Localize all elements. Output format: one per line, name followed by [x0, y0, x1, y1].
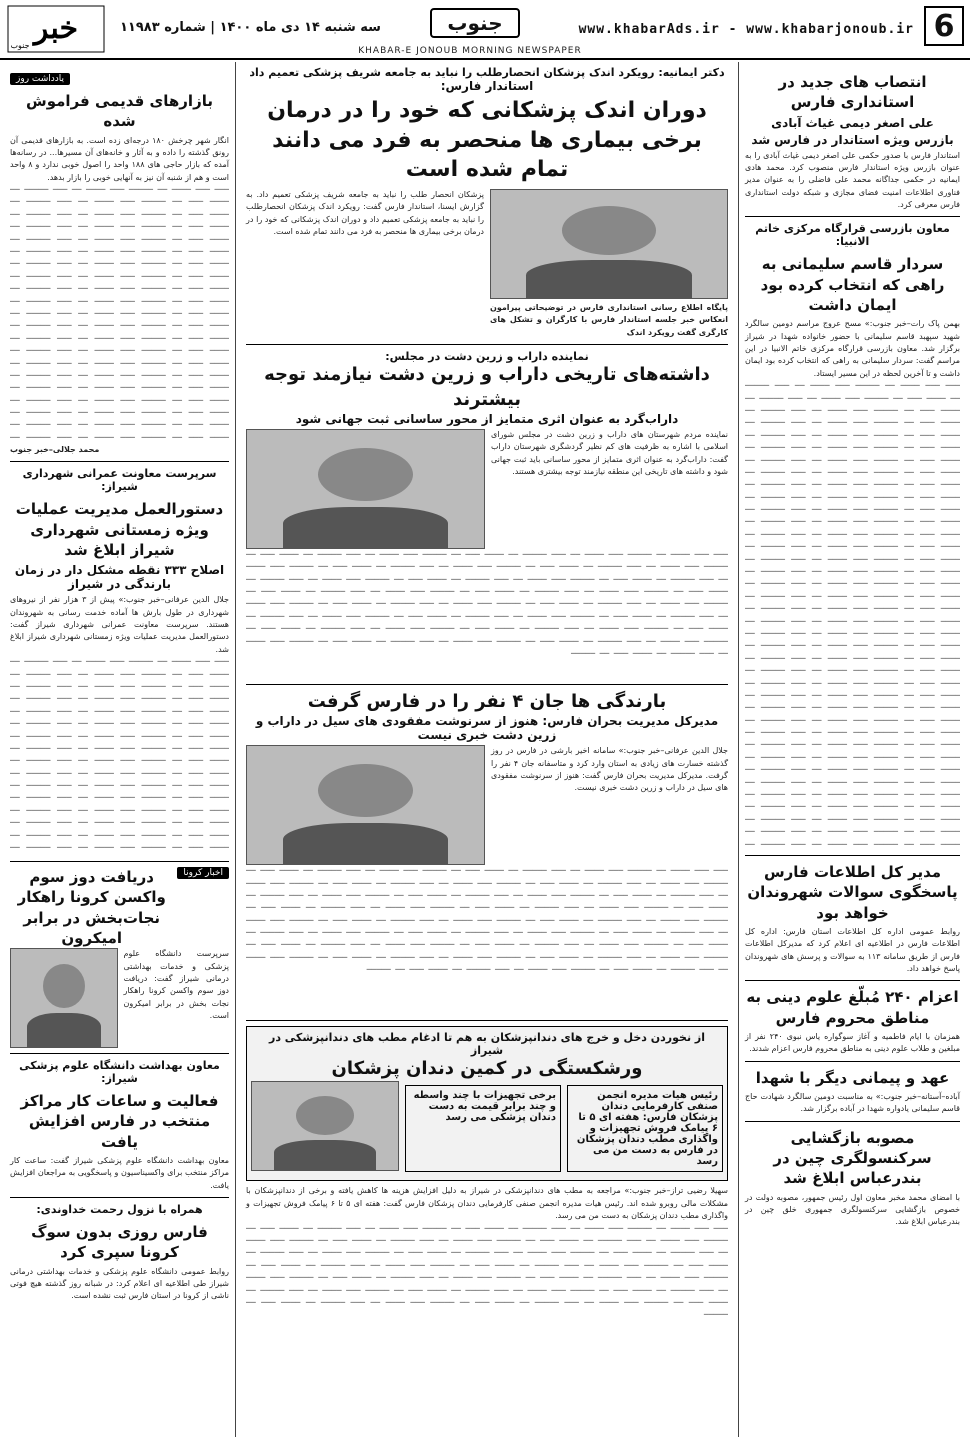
article-headline[interactable]: دریافت دوز سوم واکسن کرونا راهکار نجات‌بخش در برابر امیکرون: [17, 868, 166, 947]
article-headline[interactable]: داشته‌های تاریخی داراب و زرین دشت نیازمند توجه بیشترند: [264, 364, 710, 410]
website-links[interactable]: www.khabarAds.ir - www.khabarjonoub.ir: [578, 22, 914, 37]
photo-caption: پایگاه اطلاع رسانی استانداری فارس در توضیحاتی پیرامون انعکاس خبر جلسه استاندار فارس با کارگران و تشکل های کارگری گفت رویکرد اندک: [490, 303, 728, 337]
lead-headline[interactable]: دوران اندک پزشکانی که خود را در درمان برخی بیماری ها منحصر به فرد می دانند تمام شده است: [267, 98, 707, 183]
article-headline[interactable]: ورشکستگی در کمین دندان پزشکان: [331, 1058, 643, 1080]
article-body: آباده–آستانه–خبر جنوب:» به مناسبت دومین سالگرد شهادت حاج قاسم سلیمانی یادواره شهدا در آباده برگزار شد.: [745, 1092, 960, 1114]
article-photo: [246, 745, 485, 865]
divider: [246, 344, 728, 345]
article-headline[interactable]: مدیر کل اطلاعات فارس پاسخگوی سوالات شهروندان خواهد بود: [747, 863, 958, 922]
article-body: با امضای محمد مخبر معاون اول رئیس جمهور، مصوبه دولت در خصوص بازگشایی سرکنسولگری جمهوری خلق چین در بندرعباس ابلاغ شد.: [745, 1192, 960, 1227]
article-subhead: بازرس ویژه استاندار در فارس شد: [751, 132, 954, 147]
article-body-continued: ─── ─── ──── ── ───── ─── ──── ── ─── ───── ── ──── ─── ── ───── ─── ──── ── ─── ───── ── ──── ─── ── ───── ─── ──── ── ─── ───── ── ──── ─── ── ───── ─── ──── ── ─── ───── ── ──── ─── ── ───── ─── ──── ── ─── ───── ── ──── ─── ── ───── ─── ──── ── ─── ───── ── ──── ─── ── ───── ─── ──── ── ─── ───── ── ──── ─── ── ───── ─── ──── ── ─── ───── ── ──── ─── ── ───── ─── ──── ── ─── ───── ── ──── ─── ── ───── ─── ──── ── ─── ───── ── ──── ─── ── ───── ─── ──── ── ─── ───── ── ──── ─── ── ───── ─── ──── ── ─── ───── ── ──── ─── ── ───── ─── ──── ── ─── ───── ── ──── ─── ── ───── ─── ──── ── ─── ───── ── ──── ─── ── ───── ─── ──── ── ─── ───── ── ──── ─── ── ───── ─── ──── ── ─── ───── ── ──── ─── ── ───── ─── ──── ── ─── ───── ── ──── ─── ── ───── ─── ──── ── ─── ───── ── ──── ─── ── ───── ─── ──── ── ─── ───── ── ──── ─── ── ───── ─── ──── ── ─── ───── ── ──── ─── ── ───── ─── ──── ── ─── ───── ── ──── ─── ── ───── ─── ──── ── ─── ───── ── ──── ─── ── ───── ─── ──── ── ─── ───── ── ──── ─── ── ───── ─── ──── ── ─── ───── ── ──── ─── ── ───── ─── ──── ── ─── ───── ── ──── ─── ── ───── ─── ──── ── ─── ───── ── ──── ─── ── ───── ─── ──── ── ─── ───── ── ──── ─── ── ───── ─── ──── ── ─── ───── ── ──── ─── ── ───── ─── ──── ── ─── ───── ── ──── ─── ── ───── ─── ──── ── ─── ───── ── ──── ─── ── ───── ─── ──── ── ─── ───── ── ──── ─── ── ───── ─── ──── ── ─── ───── ── ──── ─── ── ───── ─── ──── ── ─── ───── ── ──── ─── ── ───── ─── ──── ── ─── ───── ── ──── ─── ── ───── ─── ──── ── ─── ───── ── ──── ─── ── ───── ─── ──── ── ─── ───── ── ──── ─── ── ───── ─── ──── ── ─── ───── ── ──── ─── ── ───── ─── ──── ── ─── ───── ──: [745, 381, 960, 849]
article-body: استاندار فارس با صدور حکمی علی اصغر دیمی غیاث آبادی را به عنوان بازرس ویژه استاندار فارس منصوب کرد. محمد هادی ایمانیه در حکمی جداگانه محمد علی فاضلی را به عنوان مدیر فناوری اطلاعات امنیت فضای مجازی و شبکه دولت استانداری فارس معرفی کرد.: [745, 150, 960, 210]
left-column: [4, 62, 236, 1437]
article-body: انگار شهر چرخش ۱۸۰ درجه‌ای زده است. به بازارهای قدیمی آن رونق گذشته را داده و به آثار و خانه‌های آن مسیرها... در رسانه‌ها آمده که بازار حاجی های ۱۸۸ واحد را اصول خوبی ندارد و ۸ واحد است و هم از شنبه آن نیز به آنهایی خوبی را بازار بدهد.: [10, 135, 230, 182]
logo-text: خبر: [33, 11, 79, 46]
article-kicker: از نخوردن دخل و خرج های دندانپزشکان به هم تا ادغام مطب های دندانپزشکی در شیراز: [268, 1031, 706, 1058]
divider: [10, 461, 229, 462]
divider: [745, 1121, 960, 1122]
article-headline[interactable]: اعزام ۲۴۰ مُبلّغ علوم دینی به مناطق محروم فارس: [746, 988, 959, 1027]
article-photo: [246, 429, 485, 549]
masthead: [0, 0, 970, 60]
article-headline[interactable]: سردار قاسم سلیمانی به راهی که انتخاب کرده بود ایمان داشت: [760, 255, 945, 314]
article-body: پزشکان انحصار طلب را نباید به جامعه شریف پزشکی تعمیم داد. به گزارش ایسنا، استاندار فارس گفت: رویکرد اندک پزشکان انحصارطلب را نباید به جامعه پزشکی تعمیم داد و دوران اندک پزشکانی که خود را در درمان برخی بیماری ها منحصر به فرد می دانند تمام شده است.: [246, 190, 484, 237]
feature-box: [246, 1026, 728, 1181]
article-body: سرپرست دانشگاه علوم پزشکی و خدمات بهداشتی درمانی شیراز گفت: دریافت دوز سوم واکسن کرونا راهکار نجات بخش در برابر امیکرون است.: [123, 949, 229, 1021]
lead-photo: [490, 189, 728, 299]
article-kicker: سرپرست معاونت عمرانی شهرداری شیراز:: [22, 467, 217, 494]
article-body-continued: ─── ─── ──── ── ───── ─── ──── ── ─── ───── ── ──── ─── ── ───── ─── ──── ── ─── ───── ── ──── ─── ── ───── ─── ──── ── ─── ───── ── ──── ─── ── ───── ─── ──── ── ─── ───── ── ──── ─── ── ───── ─── ──── ── ─── ───── ── ──── ─── ── ───── ─── ──── ── ─── ───── ── ──── ─── ── ───── ─── ──── ── ─── ───── ── ──── ─── ── ───── ─── ──── ── ─── ───── ── ──── ─── ── ───── ─── ──── ── ─── ───── ── ──── ─── ── ───── ─── ──── ── ─── ───── ── ──── ─── ── ───── ─── ──── ── ─── ───── ── ──── ─── ── ───── ─── ──── ── ─── ───── ── ──── ─── ── ───── ─── ──── ── ─── ───── ── ──── ─── ── ───── ─── ──── ── ─── ───── ── ──── ─── ── ───── ─── ──── ── ─── ───── ── ──── ─── ── ───── ─── ──── ── ─── ───── ──: [10, 657, 229, 853]
divider: [745, 216, 960, 217]
article-body-continued: ─── ─── ──── ── ───── ─── ──── ── ─── ───── ── ──── ─── ── ───── ─── ──── ── ─── ───── ── ──── ─── ── ───── ─── ──── ── ─── ───── ── ──── ─── ── ───── ─── ──── ── ─── ───── ── ──── ─── ── ───── ─── ──── ── ─── ───── ── ──── ─── ── ───── ─── ──── ── ─── ───── ── ──── ─── ── ───── ─── ──── ── ─── ───── ── ──── ─── ── ───── ─── ──── ── ─── ───── ── ──── ─── ── ───── ─── ──── ── ─── ───── ── ──── ─── ── ───── ─── ──── ── ─── ───── ── ──── ─── ── ───── ─── ──── ── ─── ───── ── ──── ─── ── ───── ─── ──── ── ─── ───── ── ──── ─── ── ───── ─── ──── ── ─── ───── ── ──── ─── ── ───── ─── ──── ── ─── ───── ── ──── ─── ── ───── ─── ──── ── ─── ───── ── ──── ─── ── ───── ─── ──── ── ─── ───── ── ──── ─── ── ───── ─── ──── ── ─── ───── ── ──── ─── ── ───── ─── ──── ── ─── ───── ── ──── ─── ── ───── ─── ──── ── ─── ───── ── ──── ─── ── ───── ─── ──── ── ─── ───── ── ──── ─── ── ─────: [246, 866, 728, 975]
divider: [246, 684, 728, 685]
article-body: معاون بهداشت دانشگاه علوم پزشکی شیراز گفت: ساعت کار مراکز منتخب برای واکسیناسیون و پاسخگویی به مراجعان افزایش یافت.: [10, 1155, 229, 1190]
article-headline[interactable]: بازارهای قدیمی فراموش شده: [26, 92, 213, 131]
article-subhead: علی اصغر دیمی غیاث آبادی: [771, 115, 934, 130]
article-photo: [10, 948, 118, 1048]
right-column: [738, 62, 966, 1437]
article-kicker: نماینده داراب و زرین دشت در مجلس:: [385, 350, 589, 364]
article-headline[interactable]: عهد و پیمانی دیگر با شهدا: [755, 1068, 950, 1087]
article-body: جلال الدین عرفانی–خبر جنوب:» پیش از ۳ هزار نفر از نیروهای شهرداری در طول بارش ها آماده خدمت رسانی به شهروندان هستند. سرپرست معاونت عمرانی شهرداری شیراز گفت: دستورالعمل مدیریت عملیات ویژه زمستانی شهرداری شیراز ابلاغ شد.: [10, 595, 230, 654]
article-headline[interactable]: مصوبه بازگشایی سرکنسولگری چین در بندرعباس ابلاغ شد: [773, 1128, 932, 1188]
article-kicker: معاون بازرسی قرارگاه مرکزی خاتم الانبیا:: [755, 222, 950, 249]
article-kicker: دکتر ایمانیه: رویکرد اندک پزشکان انحصارطلب را نباید به جامعه شریف پزشکی تعمیم داد: [249, 66, 725, 79]
article-body-continued: ─── ─── ──── ── ───── ─── ──── ── ─── ───── ── ──── ─── ── ───── ─── ──── ── ─── ───── ── ──── ─── ── ───── ─── ──── ── ─── ───── ── ──── ─── ── ───── ─── ──── ── ─── ───── ── ──── ─── ── ───── ─── ──── ── ─── ───── ── ──── ─── ── ───── ─── ──── ── ─── ───── ── ──── ─── ── ───── ─── ──── ── ─── ───── ── ──── ─── ── ───── ─── ──── ── ─── ───── ── ──── ─── ── ───── ─── ──── ── ─── ───── ── ──── ─── ── ───── ─── ──── ── ─── ───── ── ──── ─── ── ───── ─── ──── ── ─── ───── ── ──── ─── ── ───── ─── ──── ── ─── ───── ── ──── ─── ── ───── ─── ──── ── ─── ───── ── ──── ─── ── ───── ─── ──── ── ─── ───── ── ──── ─── ── ───── ─── ──── ── ─── ───── ── ──── ─── ── ───── ─── ──── ── ─── ───── ── ──── ─── ── ───── ─── ──── ── ─── ───── ── ──── ─── ── ───── ─── ──── ── ─── ───── ── ──── ─── ── ───── ─── ──── ── ─── ───── ── ──── ─── ── ───── ─── ──── ── ─── ───── ── ──── ─── ── ───── ─── ──── ── ─── ───── ──: [10, 185, 229, 442]
divider: [10, 1053, 229, 1054]
divider: [246, 1020, 728, 1021]
article-body: روابط عمومی دانشگاه علوم پزشکی و خدمات بهداشتی درمانی شیراز طی اطلاعیه ای اعلام کرد: در شبانه روز گذشته هیچ فوتی ناشی از کرونا در استان فارس ثبت نشده است.: [10, 1266, 229, 1301]
article-photo: [251, 1081, 399, 1171]
divider: [745, 855, 960, 856]
article-kicker: معاون بهداشت دانشگاه علوم پزشکی شیراز:: [19, 1059, 220, 1086]
section-title: جنوب: [430, 8, 520, 38]
article-subhead: داراب‌گرد به عنوان اثری متمایز از محور ساسانی ثبت جهانی شود: [295, 411, 679, 426]
english-banner: KHABAR-E JONOUB MORNING NEWSPAPER: [358, 46, 582, 56]
divider: [10, 1197, 229, 1198]
divider: [10, 861, 229, 862]
newspaper-logo: [6, 2, 106, 56]
article-headline[interactable]: دستورالعمل مدیریت عملیات ویژه زمستانی شهرداری شیراز ابلاغ شد: [15, 500, 224, 559]
article-body: روابط عمومی اداره کل اطلاعات استان فارس: اداره کل اطلاعات فارس در اطلاعیه ای اعلام کرد که مدیرکل اطلاعات فارس از طریق سامانه ۱۱۳ به سوالات و پرسش های شهروندان پاسخ خواهد داد.: [745, 926, 960, 974]
article-body: نماینده مردم شهرستان های داراب و زرین دشت در مجلس شورای اسلامی با اشاره به ظرفیت های کم نظیر گردشگری شهرستان داراب گفت: داراب‌گرد به عنوان اثری متمایز از محور ساسانی باید ثبت جهانی شود و داشته های تاریخی این منطقه نیازمند توجه بیشتری هستند.: [491, 429, 728, 476]
article-headline[interactable]: فعالیت و ساعات کار مراکز منتخب در فارس افزایش یافت: [20, 1092, 219, 1151]
article-headline[interactable]: فارس روزی بدون سوگ کرونا سپری کرد: [31, 1223, 208, 1262]
article-subhead: مدیرکل مدیریت بحران فارس: هنوز از سرنوشت مفقودی های سیل در داراب و زرین دشت خبری نیست: [255, 714, 719, 743]
article-body: جلال الدین عرفانی–خبر جنوب:» سامانه اخیر بارشی در فارس در روز گذشته خسارت های زیادی به استان وارد کرد و متاسفانه جان ۴ نفر را گرفت. مدیرکل مدیریت بحران فارس گفت: هنوز از سرنوشت مفقودی های سیل در داراب و زرین دشت خبری نیست.: [491, 746, 729, 793]
article-body: سهیلا رضیی تراز–خبر جنوب:» مراجعه به مطب های دندانپزشکی در شیراز به دلیل افزایش هزینه ها کاهش یافته و برخی از دندانپزشکان با مشکلات مالی روبرو شده اند. رئیس هیات مدیره انجمن صنفی کارفرمایی دندان پزشکان فارس گفت: هفته ای ۵ تا ۶ پیامک فروش تجهیزات و واگذاری مطب دندان پزشکان به دست من می رسد.: [246, 1186, 728, 1221]
article-body-continued: ─── ─── ──── ── ───── ─── ──── ── ─── ───── ── ──── ─── ── ───── ─── ──── ── ─── ───── ── ──── ─── ── ───── ─── ──── ── ─── ───── ── ──── ─── ── ───── ─── ──── ── ─── ───── ── ──── ─── ── ───── ─── ──── ── ─── ───── ── ──── ─── ── ───── ─── ──── ── ─── ───── ── ──── ─── ── ───── ─── ──── ── ─── ───── ── ──── ─── ── ───── ─── ──── ── ─── ───── ── ──── ─── ── ───── ─── ──── ── ─── ───── ── ──── ─── ── ───── ─── ──── ── ─── ───── ── ──── ─── ── ───── ─── ──── ── ─── ───── ── ──── ─── ── ───── ─── ──── ── ─── ───── ── ──── ─── ── ───── ─── ──── ── ─── ───── ── ──── ─── ── ───── ─── ──── ── ─── ───── ── ──── ─── ── ───── ─── ──── ── ─── ───── ── ──── ─── ── ───── ─── ──── ── ─── ───── ── ──── ─── ── ─────: [246, 1223, 728, 1320]
column-tag: یادداشت روز: [10, 73, 70, 85]
article-subhead: اصلاح ۳۳۳ نقطه مشکل دار در زمان بارندگی در شیراز: [14, 563, 225, 592]
logo-sub: جنوب: [10, 41, 30, 50]
center-column: [240, 62, 734, 1437]
article-headline[interactable]: بارندگی ها جان ۴ نفر را در فارس گرفت: [307, 690, 667, 712]
divider: [745, 980, 960, 981]
highlight-box: برخی تجهیزات با چند واسطه و چند برابر قیمت به دست دندان پزشکی می رسد: [405, 1085, 561, 1172]
divider: [745, 1061, 960, 1062]
article-headline[interactable]: انتصاب های جدید در استانداری فارس: [778, 73, 927, 112]
article-body-continued: ─── ─── ──── ── ───── ─── ──── ── ─── ───── ── ──── ─── ── ───── ─── ──── ── ─── ───── ── ──── ─── ── ───── ─── ──── ── ─── ───── ── ──── ─── ── ───── ─── ──── ── ─── ───── ── ──── ─── ── ───── ─── ──── ── ─── ───── ── ──── ─── ── ───── ─── ──── ── ─── ───── ── ──── ─── ── ───── ─── ──── ── ─── ───── ── ──── ─── ── ───── ─── ──── ── ─── ───── ── ──── ─── ── ───── ─── ──── ── ─── ───── ── ──── ─── ── ───── ─── ──── ── ─── ───── ── ──── ─── ── ───── ─── ──── ── ─── ───── ── ──── ─── ── ───── ─── ──── ── ─── ───── ── ──── ─── ── ───── ─── ──── ── ─── ───── ── ──── ─── ── ───── ─── ──── ── ─── ───── ── ──── ─── ── ───── ─── ──── ── ─── ───── ── ──── ─── ── ───── ─── ──── ── ─── ───── ── ──── ─── ── ───── ─── ──── ── ─── ───── ── ──── ─── ── ───── ─── ──── ── ─── ───── ── ──── ─── ── ───── ─── ──── ── ─── ───── ── ──── ─── ── ─────: [246, 549, 728, 658]
page-number: 6: [924, 6, 964, 46]
article-body: بهمن پاک رات–خبر جنوب:» مسح عروج مراسم دومین سالگرد شهید سپهبد قاسم سلیمانی با حضور خانواده شهدا در شیراز برگزار شد. معاون بازرسی قرارگاه مرکزی خاتم الانبیا در این مراسم گفت: سردار سلیمانی به راهی که انتخاب کرده بود ایمان داشت و تا آخرین لحظه در این مسیر ایستاد.: [745, 319, 960, 378]
article-author: محمد جلالی–خبر جنوب: [10, 445, 100, 455]
column-tag: اخبار کرونا: [177, 867, 229, 879]
highlight-box: رئیس هیات مدیره انجمن صنفی کارفرمایی دندان پزشکان فارس: هفته ای ۵ تا ۶ پیامک فروش تجهیزات و واگذاری مطب دندان پزشکان در فارس به دست من می رسد: [567, 1085, 723, 1172]
issue-info: سه شنبه ۱۴ دی ماه ۱۴۰۰ | شماره ۱۱۹۸۳: [120, 20, 381, 35]
article-body: همزمان با ایام فاطمیه و آغاز سوگواره یاس نبوی ۲۴۰ نفر از مبلغین و طلاب علوم دینی به مناطق محروم فارس اعزام شدند.: [745, 1031, 961, 1054]
article-subhead: استاندار فارس:: [440, 79, 534, 93]
article-kicker: همراه با نزول رحمت خداوندی:: [36, 1203, 203, 1217]
